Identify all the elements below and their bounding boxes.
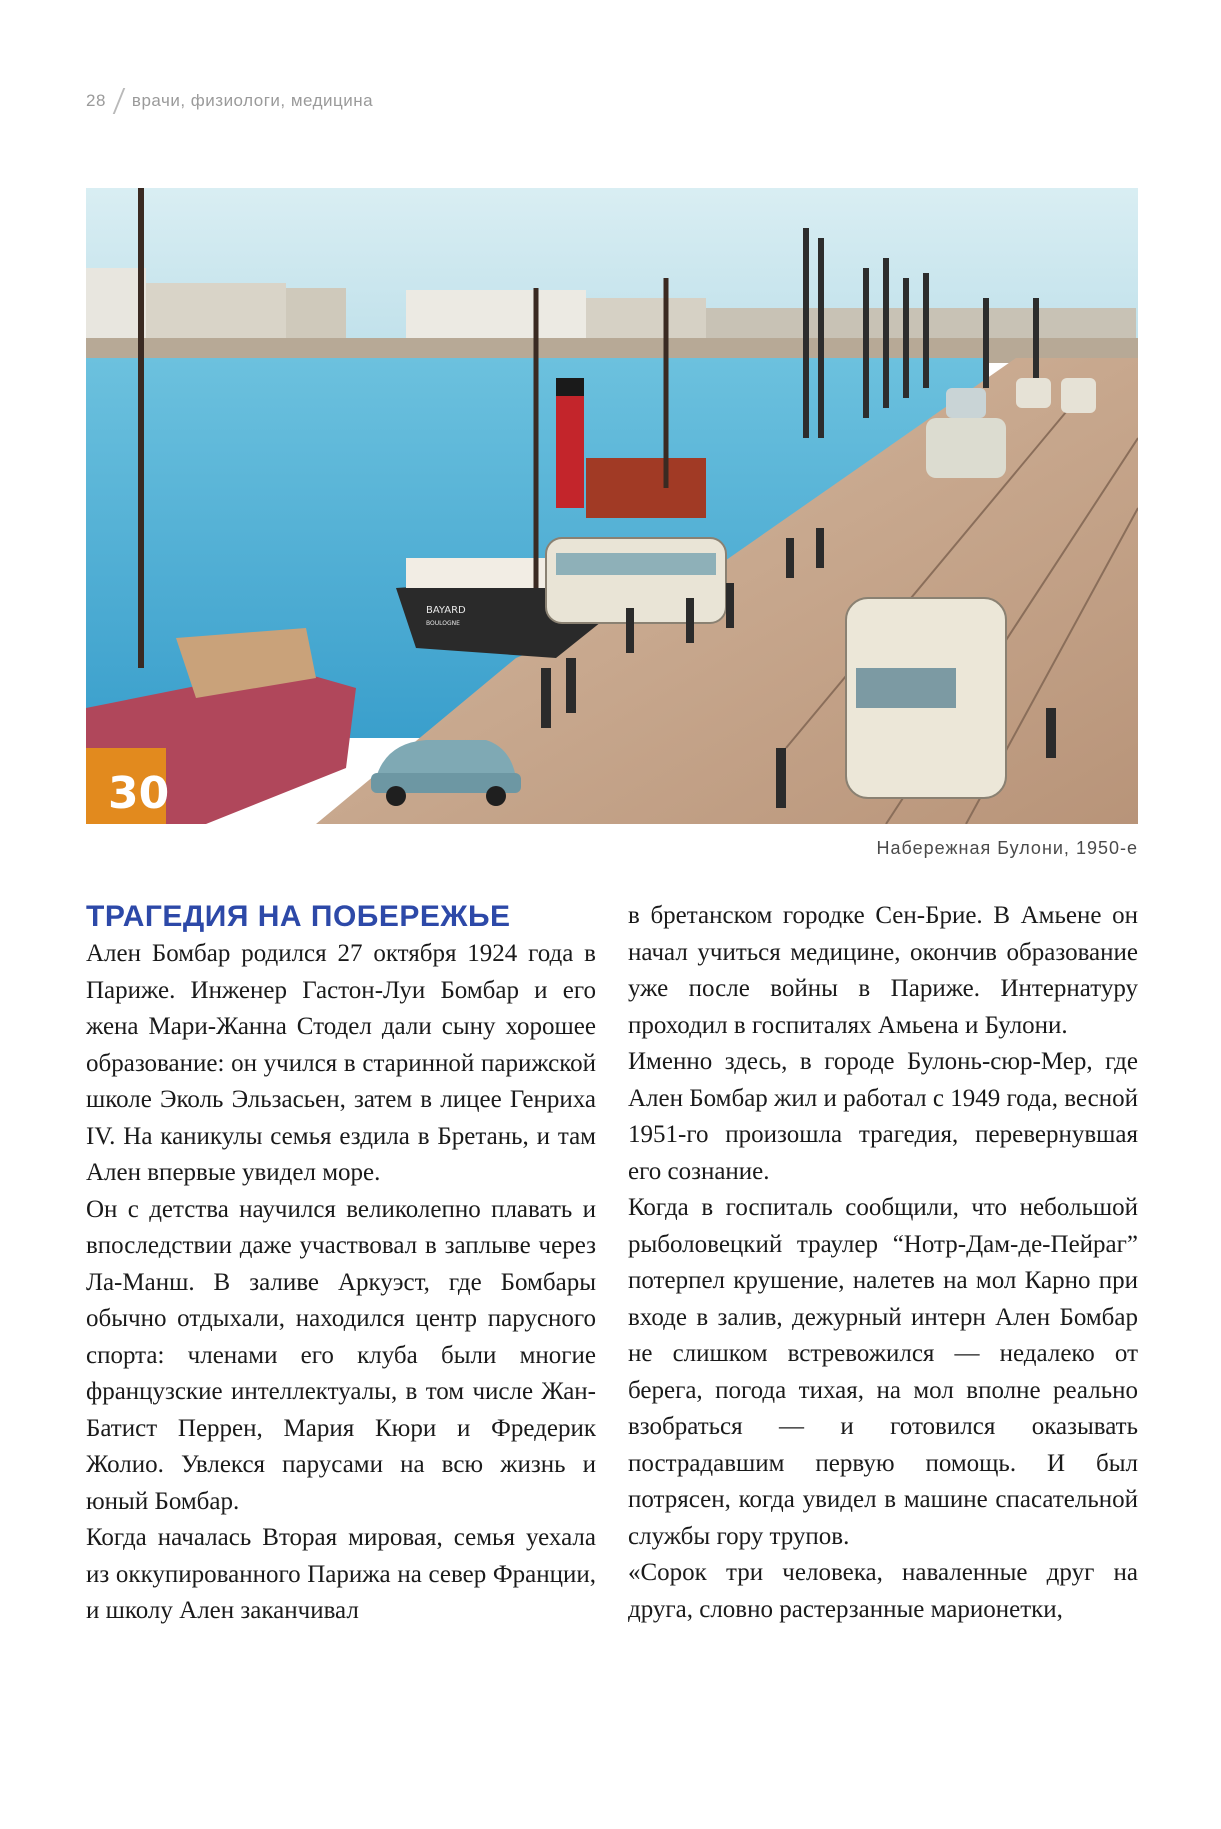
running-header [86, 88, 373, 114]
paragraph: «Сорок три человека, наваленные друг на друга, словно растерзанные марионетки, [628, 1559, 1138, 1623]
photo-caption: Набережная Булони, 1950-е [876, 838, 1138, 858]
header-divider [113, 88, 126, 114]
paragraph: Он с детства научился великолепно плавать и впоследствии даже участвовал в заплыве через Ла-Манш. В заливе Аркуэст, где Бомбары обычно отдыхали, находился центр парусного спорта: членами его клуба были многие французские интеллектуалы, в том числе Жан-Батист Перрен, Мария Кюри и Фредерик Жолио. Увлекся парусами на всю жизнь и юный Бомбар. [86, 1195, 596, 1515]
paragraph: Именно здесь, в городе Булонь-сюр-Мер, где Ален Бомбар жил и работал с 1949 года, весной 1951-го произошла трагедия, перевернувшая его сознание. [628, 1048, 1138, 1185]
paragraph: в бретанском городке Сен-Брие. В Амьене он начал учиться медицине, окончив образование уже после войны в Париже. Интернатуру проходил в госпиталях Амьена и Булони. [628, 902, 1138, 1039]
paragraph: Когда в госпиталь сообщили, что небольшой рыболовецкий траулер “Нотр-Дам-де-Пейраг” потерпел крушение, налетев на мол Карно при входе в залив, дежурный интерн Ален Бомбар не слишком встревожился — недалеко от берега, погода тихая, на мол вполне реально взобраться — и готовился оказывать пострадавшим первую помощь. И был потрясен, когда увидел в машине спасательной службы гору трупов. [628, 1194, 1138, 1550]
section-heading: ТРАГЕДИЯ НА ПОБЕРЕЖЬЕ [86, 900, 511, 933]
right-column [628, 898, 1138, 1628]
left-column [86, 898, 596, 1630]
harbor-illustration [86, 188, 1138, 824]
paragraph: Ален Бомбар родился 27 октября 1924 года в Париже. Инженер Гастон-Луи Бомбар и его жена Мари-Жанна Стодел дали сыну хорошее образование: он учился в старинной парижской школе Эколь Эльзасьен, затем в лицее Генриха IV. На каникулы семья ездила в Бретань, и там Ален впервые увидел море. [86, 940, 596, 1186]
harbor-photo [86, 188, 1138, 824]
ship-port-text: BOULOGNE [426, 620, 460, 627]
section-title: врачи, физиологи, медицина [131, 91, 374, 110]
ship-name-text: BAYARD [426, 605, 466, 616]
boat-number-text: 30 [108, 768, 170, 819]
paragraph: Когда началась Вторая мировая, семья уехала из оккупированного Парижа на север Франции, и школу Ален заканчивал [86, 1524, 596, 1624]
page-number: 28 [86, 91, 106, 110]
